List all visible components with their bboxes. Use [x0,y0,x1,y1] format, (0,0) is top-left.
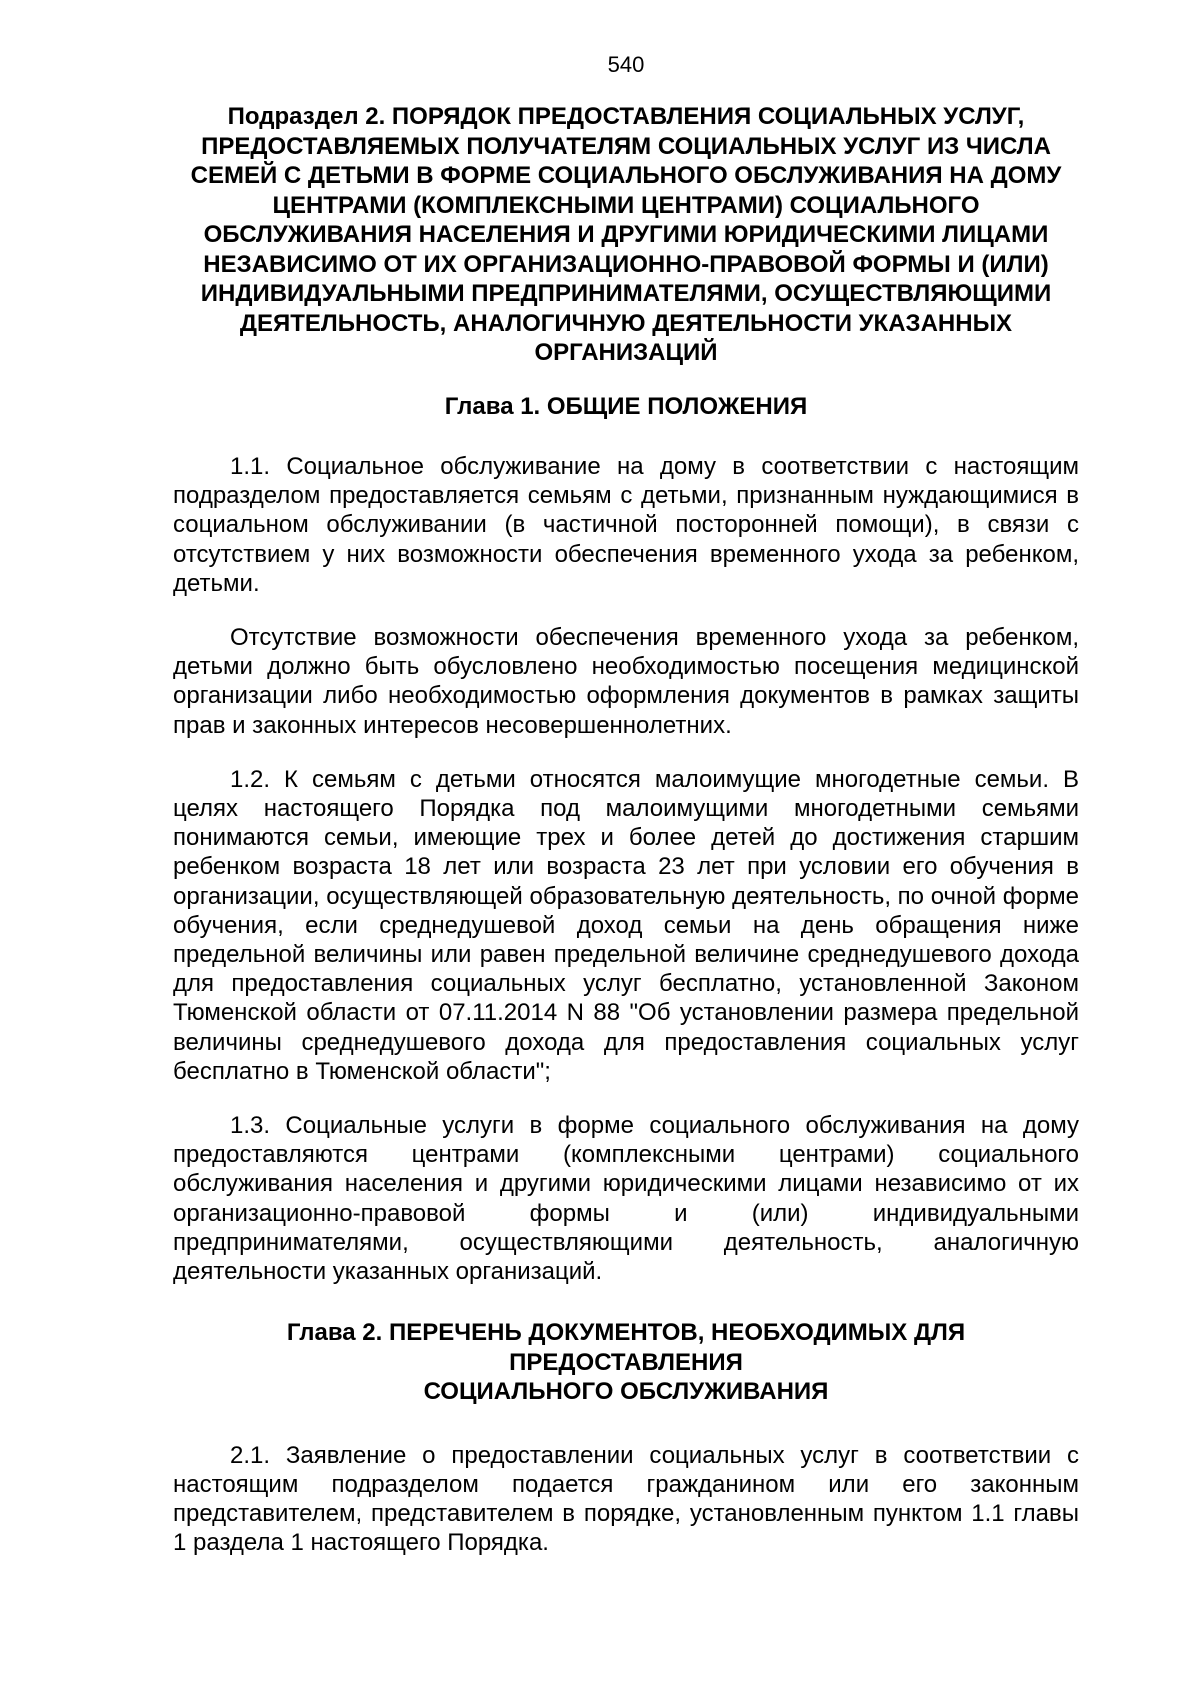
chapter-2-title [173,1318,1079,1407]
paragraph-1-3: 1.3. Социальные услуги в форме социального обслуживания на дому предоставляются центрами (комплексными центрами) социального обслуживания населения и другими юридическими лицами независимо от их организационно-правовой формы и (или) индивидуальными предпринимателями, осуществляющими деятельность, аналогичную деятельности указанных организаций. [173,1112,1079,1286]
paragraph-1-1: 1.1. Социальное обслуживание на дому в соответствии с настоящим подразделом предоставляется семьям с детьми, признанным нуждающимися в социальном обслуживании (в частичной посторонней помощи), в связи с отсутствием у них возможности обеспечения временного ухода за ребенком, детьми. [173,453,1079,597]
paragraph-2-1: 2.1. Заявление о предоставлении социальных услуг в соответствии с настоящим подразделом подается гражданином или его законным представителем, представителем в порядке, установленным пунктом 1.1 главы 1 раздела 1 настоящего Порядка. [173,1441,1079,1557]
subsection-title: Подраздел 2. ПОРЯДОК ПРЕДОСТАВЛЕНИЯ СОЦИАЛЬНЫХ УСЛУГ, ПРЕДОСТАВЛЯЕМЫХ ПОЛУЧАТЕЛЯМ СОЦИАЛЬНЫХ УСЛУГ ИЗ ЧИСЛА СЕМЕЙ С ДЕТЬМИ В ФОРМЕ СОЦИАЛЬНОГО ОБСЛУЖИВАНИЯ НА ДОМУ ЦЕНТРАМИ (КОМПЛЕКСНЫМИ ЦЕНТРАМИ) СОЦИАЛЬНОГО ОБСЛУЖИВАНИЯ НАСЕЛЕНИЯ И ДРУГИМИ ЮРИДИЧЕСКИМИ ЛИЦАМИ НЕЗАВИСИМО ОТ ИХ ОРГАНИЗАЦИОННО-ПРАВОВОЙ ФОРМЫ И (ИЛИ) ИНДИВИДУАЛЬНЫМИ ПРЕДПРИНИМАТЕЛЯМИ, ОСУЩЕСТВЛЯЮЩИМИ ДЕЯТЕЛЬНОСТЬ, АНАЛОГИЧНУЮ ДЕЯТЕЛЬНОСТИ УКАЗАННЫХ ОРГАНИЗАЦИЙ [190,103,1062,366]
paragraph-1-1-continued: Отсутствие возможности обеспечения временного ухода за ребенком, детьми должно быть обусловлено необходимостью посещения медицинской организации либо необходимостью оформления документов в рамках защиты прав и законных интересов несовершеннолетних. [173,624,1079,739]
chapter-1-title: Глава 1. ОБЩИЕ ПОЛОЖЕНИЯ [444,392,808,420]
chapter-2-title-line-1: Глава 2. ПЕРЕЧЕНЬ ДОКУМЕНТОВ, НЕОБХОДИМЫХ ДЛЯ [286,1319,966,1347]
chapter-2-title-line-2: ПРЕДОСТАВЛЕНИЯ [509,1348,743,1376]
chapter-2-title-line-3: СОЦИАЛЬНОГО ОБСЛУЖИВАНИЯ [423,1378,829,1406]
page-number: 540 [607,52,645,77]
paragraph-1-2: 1.2. К семьям с детьми относятся малоимущие многодетные семьи. В целях настоящего Порядка под малоимущими многодетными семьями понимаются семьи, имеющие трех и более детей до достижения старшим ребенком возраста 18 лет или возраста 23 лет при условии его обучения в организации, осуществляющей образовательную деятельность, по очной форме обучения, если среднедушевой доход семьи на день обращения ниже предельной величины или равен предельной величине среднедушевого дохода для предоставления социальных услуг бесплатно, установленной Законом Тюменской области от 07.11.2014 N 88 "Об установлении размера предельной величины среднедушевого дохода для предоставления социальных услуг бесплатно в Тюменской области"; [173,765,1079,1085]
